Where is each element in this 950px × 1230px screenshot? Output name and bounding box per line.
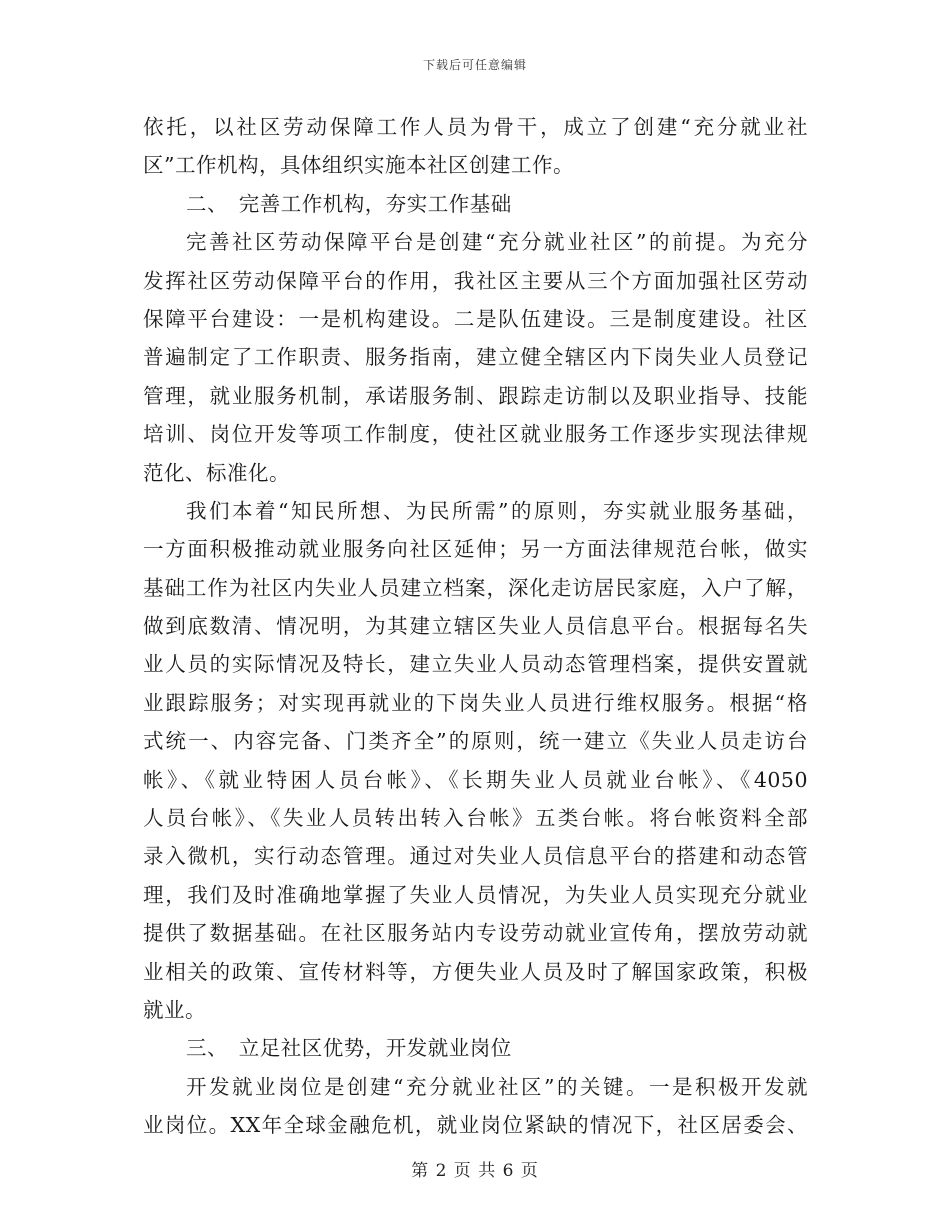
text-line: 业人员的实际情况及特长，建立失业人员动态管理档案，提供安置就 (143, 652, 808, 677)
text-line: 帐》、《就业特困人员台帐》、《长期失业人员就业台帐》、《4050 (143, 767, 808, 792)
text-line: 保障平台建设：一是机构建设。二是队伍建设。三是制度建设。社区 (143, 306, 808, 331)
text-line: 范化、标准化。 (143, 460, 290, 485)
page-number: 第 2 页 共 6 页 (411, 1161, 539, 1181)
text-line: 式统一、内容完备、门类齐全”的原则，统一建立《失业人员走访台 (143, 729, 808, 754)
text-line: 业相关的政策、宣传材料等，方便失业人员及时了解国家政策，积极 (143, 959, 808, 984)
text-line: 管理，就业服务机制，承诺服务制、跟踪走访制以及职业指导、技能 (143, 383, 808, 408)
paragraph-2 (143, 223, 808, 492)
paragraph-4 (143, 1068, 808, 1145)
text-line: 录入微机，实行动态管理。通过对失业人员信息平台的搭建和动态管 (143, 844, 808, 869)
text-line: 业跟踪服务；对实现再就业的下岗失业人员进行维权服务。根据“格 (143, 690, 808, 715)
text-line: 做到底数清、情况明，为其建立辖区失业人员信息平台。根据每名失 (143, 614, 808, 639)
section-heading-2: 二、 完善工作机构，夯实工作基础 (186, 191, 512, 216)
document-body (143, 108, 808, 1145)
text-line: 人员台帐》、《失业人员转出转入台帐》五类台帐。将台帐资料全部 (143, 806, 808, 831)
text-line: 培训、岗位开发等项工作制度，使社区就业服务工作逐步实现法律规 (143, 422, 808, 447)
text-line: 发挥社区劳动保障平台的作用，我社区主要从三个方面加强社区劳动 (143, 268, 808, 293)
text-line: 区”工作机构，具体组织实施本社区创建工作。 (143, 153, 574, 178)
section-heading-3: 三、 立足社区优势，开发就业岗位 (186, 1036, 512, 1061)
text-line: 开发就业岗位是创建“充分就业社区”的关键。一是积极开发就 (186, 1074, 808, 1099)
text-line: 基础工作为社区内失业人员建立档案，深化走访居民家庭，入户了解， (143, 575, 808, 600)
page-header-note: 下载后可任意编辑 (422, 58, 527, 72)
paragraph-3 (143, 492, 808, 1029)
text-line: 业岗位。XX年全球金融危机，就业岗位紧缺的情况下，社区居委会、 (143, 1113, 808, 1138)
text-line: 我们本着“知民所想、为民所需”的原则，夯实就业服务基础， (186, 498, 808, 523)
text-line: 完善社区劳动保障平台是创建“充分就业社区”的前提。为充分 (186, 230, 808, 255)
text-line: 依托，以社区劳动保障工作人员为骨干，成立了创建“充分就业社 (143, 115, 808, 139)
text-line: 理，我们及时准确地掌握了失业人员情况，为失业人员实现充分就业 (143, 882, 808, 907)
text-line: 一方面积极推动就业服务向社区延伸；另一方面法律规范台帐，做实 (143, 537, 808, 562)
paragraph-1 (143, 108, 808, 185)
text-line: 提供了数据基础。在社区服务站内专设劳动就业宣传角，摆放劳动就 (143, 921, 808, 946)
text-line: 普遍制定了工作职责、服务指南，建立健全辖区内下岗失业人员登记 (143, 345, 808, 370)
text-line: 就业。 (143, 997, 206, 1022)
